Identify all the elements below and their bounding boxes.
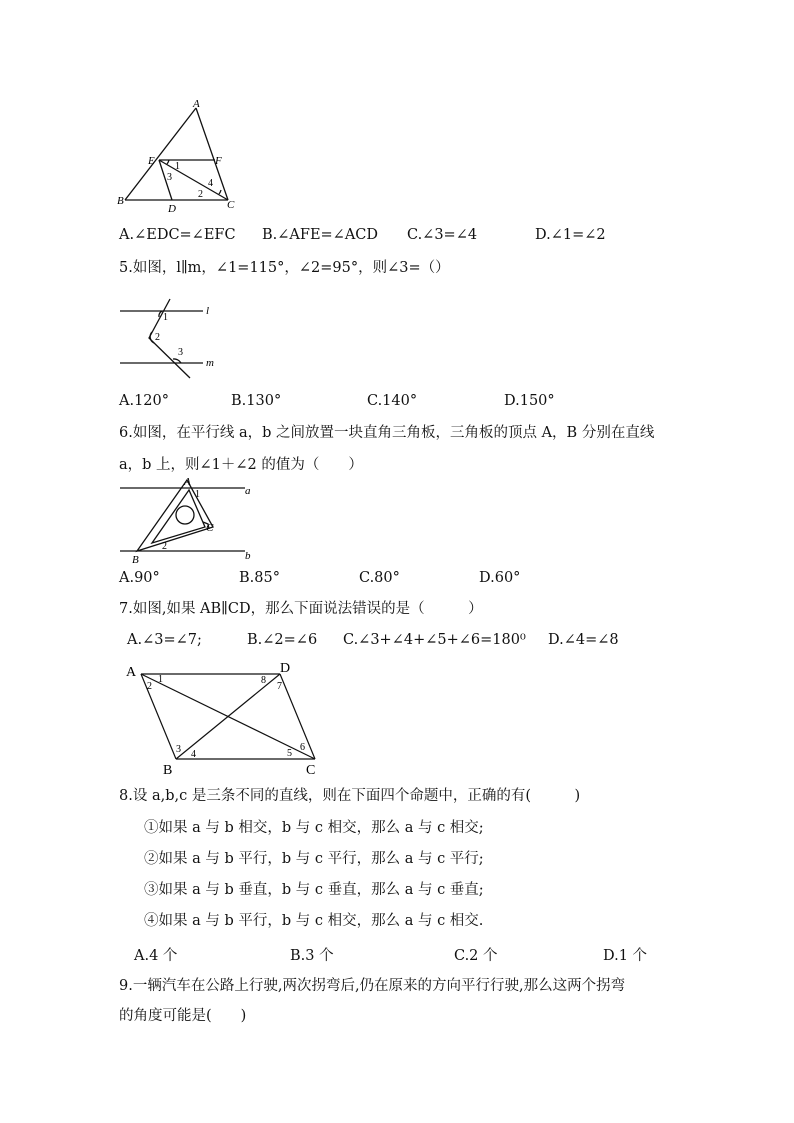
q4-label-F: F <box>215 155 222 167</box>
q5-option-a[interactable]: A.120° <box>119 393 170 409</box>
q4-label-A: A <box>193 98 200 110</box>
q8-option-a[interactable]: A.4 个 <box>134 948 178 964</box>
q9-stem-line1: 9.一辆汽车在公路上行驶,两次拐弯后,仍在原来的方向平行行驶,那么这两个拐弯 <box>119 978 626 994</box>
q7-angle-3: 3 <box>176 744 181 755</box>
q4-option-c[interactable]: C.∠3=∠4 <box>407 227 478 243</box>
q6-stem-line1: 6.如图，在平行线 a，b 之间放置一块直角三角板，三角板的顶点 A，B 分别在直线 <box>119 425 655 441</box>
q5-angle-3: 3 <box>178 347 183 358</box>
q6-option-b[interactable]: B.85° <box>239 570 280 586</box>
q4-angle-1: 1 <box>175 161 180 172</box>
q6-angle-2: 2 <box>162 541 167 552</box>
q5-angle-1: 1 <box>163 312 168 323</box>
q6-label-C: C <box>206 522 214 534</box>
q7-option-d[interactable]: D.∠4=∠8 <box>548 632 619 648</box>
q8-item-4: ④如果 a 与 b 平行，b 与 c 相交，那么 a 与 c 相交. <box>144 913 484 929</box>
q7-label-B: B <box>163 763 173 778</box>
q5-figure <box>115 296 225 381</box>
q4-label-D: D <box>168 203 176 215</box>
q7-angle-5: 5 <box>287 748 292 759</box>
q7-label-D: D <box>280 661 291 676</box>
q4-label-E: E <box>148 155 155 167</box>
q7-angle-2: 2 <box>147 681 152 692</box>
q7-label-C: C <box>306 763 316 778</box>
q8-item-1: ①如果 a 与 b 相交，b 与 c 相交，那么 a 与 c 相交; <box>144 820 484 836</box>
q8-stem: 8.设 a,b,c 是三条不同的直线，则在下面四个命题中，正确的有( ) <box>119 788 581 804</box>
q4-option-a[interactable]: A.∠EDC=∠EFC <box>119 227 236 243</box>
q8-item-3: ③如果 a 与 b 垂直，b 与 c 垂直，那么 a 与 c 垂直; <box>144 882 484 898</box>
q4-label-B: B <box>117 195 124 207</box>
q4-angle-4: 4 <box>208 178 213 189</box>
q4-angle-3: 3 <box>167 172 172 183</box>
q6-stem-line2: a，b 上，则∠1＋∠2 的值为（ ） <box>119 457 363 473</box>
q8-option-b[interactable]: B.3 个 <box>290 948 334 964</box>
q6-figure <box>115 475 260 567</box>
q7-angle-8: 8 <box>261 675 266 686</box>
q8-item-2: ②如果 a 与 b 平行，b 与 c 平行，那么 a 与 c 平行; <box>144 851 484 867</box>
q5-angle-2: 2 <box>155 332 160 343</box>
q8-option-d[interactable]: D.1 个 <box>603 948 648 964</box>
q6-option-d[interactable]: D.60° <box>479 570 521 586</box>
q7-angle-4: 4 <box>191 749 196 760</box>
q8-option-c[interactable]: C.2 个 <box>454 948 498 964</box>
q7-option-c[interactable]: C.∠3+∠4+∠5+∠6=180⁰ <box>343 632 526 648</box>
q7-option-a[interactable]: A.∠3=∠7; <box>127 632 202 648</box>
q4-figure <box>115 98 245 216</box>
q4-option-b[interactable]: B.∠AFE=∠ACD <box>262 227 379 243</box>
q6-option-c[interactable]: C.80° <box>359 570 400 586</box>
q6-label-a: a <box>245 485 251 497</box>
q6-label-b: b <box>245 550 251 562</box>
q7-option-b[interactable]: B.∠2=∠6 <box>247 632 318 648</box>
q6-option-a[interactable]: A.90° <box>119 570 160 586</box>
q7-figure <box>120 656 330 778</box>
q7-stem: 7.如图,如果 AB∥CD，那么下面说法错误的是（ ） <box>119 601 483 617</box>
q5-option-c[interactable]: C.140° <box>367 393 418 409</box>
q9-stem-line2: 的角度可能是( ) <box>119 1008 247 1024</box>
q5-option-d[interactable]: D.150° <box>504 393 555 409</box>
q6-label-B: B <box>132 554 139 566</box>
q5-option-b[interactable]: B.130° <box>231 393 282 409</box>
q6-angle-1: 1 <box>195 489 200 500</box>
q5-line-m: m <box>206 357 214 369</box>
q7-angle-6: 6 <box>300 742 305 753</box>
q7-angle-1: 1 <box>158 674 163 685</box>
q7-label-A: A <box>126 665 137 680</box>
q5-line-l: l <box>206 305 210 317</box>
q4-option-d[interactable]: D.∠1=∠2 <box>535 227 606 243</box>
q7-angle-7: 7 <box>277 681 282 692</box>
q6-label-A: A <box>184 476 191 488</box>
q4-label-C: C <box>227 199 235 211</box>
q4-angle-2: 2 <box>198 189 203 200</box>
q5-stem: 5.如图，l∥m，∠1=115°，∠2=95°，则∠3=（） <box>119 260 450 276</box>
